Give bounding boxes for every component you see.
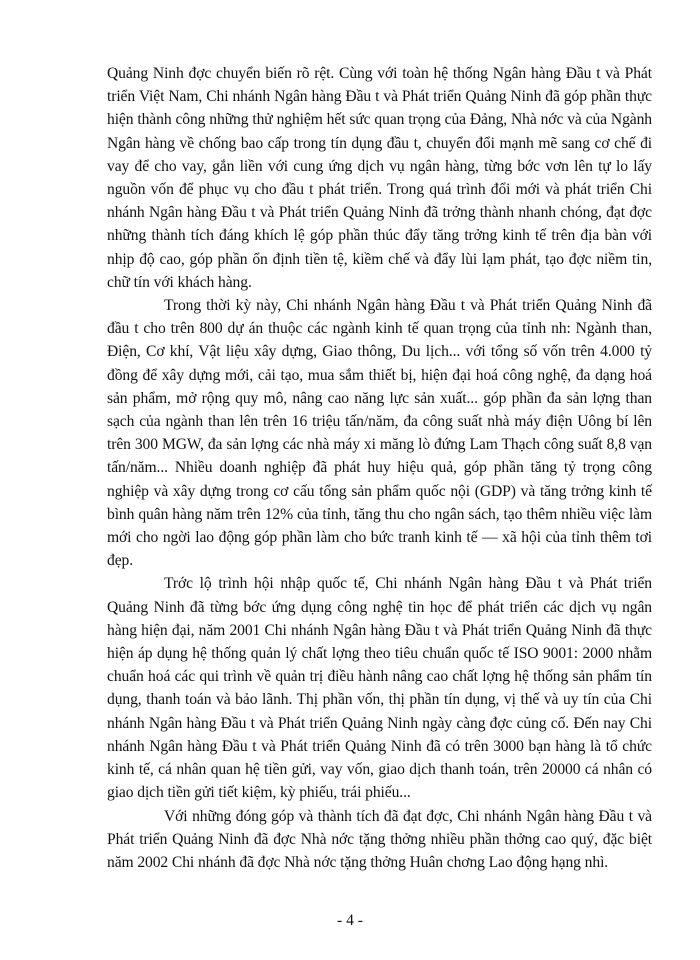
paragraph-4: Với những đóng góp và thành tích đã đạt đợc, Chi nhánh Ngân hàng Đầu t và Phát triển Quảng Ninh đã đợc Nhà nớc tặng thởng nhiều phần thởng cao quý, đặc biệt năm 2002 Chi nhánh đã đợc Nhà nớc tặng thởng Huân chơng Lao động hạng nhì. (107, 807, 652, 871)
document-page (107, 62, 652, 874)
paragraph-2: Trong thời kỳ này, Chi nhánh Ngân hàng Đầu t và Phát triển Quảng Ninh đã đầu t cho trên 800 dự án thuộc các ngành kinh tế quan trọng của tỉnh nh: Ngành than, Điện, Cơ khí, Vật liệu xây dựng, Giao thông, Du lịch... với tổng số vốn trên 4.000 tỷ đồng để xây dựng mới, cải tạo, mua sắm thiết bị, hiện đại hoá công nghệ, đa dạng hoá sản phẩm, mở rộng quy mô, nâng cao năng lực sản xuất... góp phần đa sản lợng than sạch của ngành than lên trên 16 triệu tấn/năm, đa công suất nhà máy điện Uông bí lên trên 300 MGW, đa sản lợng các nhà máy xi măng lò đứng Lam Thạch công suất 8,8 vạn tấn/năm... Nhiều doanh nghiệp đã phát huy hiệu quả, góp phần tăng tỷ trọng công nghiệp và xây dựng trong cơ cấu tổng sản phẩm quốc nội (GDP) và tăng trởng kinh tế bình quân hàng năm trên 12% của tỉnh, tăng thu cho ngân sách, tạo thêm nhiều việc làm mới cho ngời lao động góp phần làm cho bức tranh kinh tế — xã hội của tỉnh thêm tơi đẹp. (107, 297, 652, 570)
paragraph-1: Quảng Ninh đợc chuyển biến rõ rệt. Cùng với toàn hệ thống Ngân hàng Đầu t và Phát triển Việt Nam, Chi nhánh Ngân hàng Đầu t và Phát triển Quảng Ninh đã góp phần thực hiện thành công những thử nghiệm hết sức quan trọng của Đảng, Nhà nớc và của Ngành Ngân hàng về chống bao cấp trong tín dụng đầu t, chuyển đổi mạnh mẽ sang cơ chế đi vay để cho vay, gắn liền với cung ứng dịch vụ ngân hàng, từng bớc vơn lên tự lo lấy nguồn vốn để phục vụ cho đầu t phát triển. Trong quá trình đổi mới và phát triển Chi nhánh Ngân hàng Đầu t và Phát triển Quảng Ninh đã trởng thành nhanh chóng, đạt đợc những thành tích đáng khích lệ góp phần thúc đẩy tăng trởng kinh tế trên địa bàn với nhịp độ cao, góp phần ổn định tiền tệ, kiềm chế và đẩy lùi lạm phát, tạo đợc niềm tin, chữ tín với khách hàng. (107, 65, 652, 291)
page-number: - 4 - (337, 912, 363, 929)
paragraph-3: Trớc lộ trình hội nhập quốc tế, Chi nhánh Ngân hàng Đầu t và Phát triển Quảng Ninh đã từng bớc ứng dụng công nghệ tin học để phát triển các dịch vụ ngân hàng hiện đại, năm 2001 Chi nhánh Ngân hàng Đầu t và Phát triển Quảng Ninh đã thực hiện áp dụng hệ thống quản lý chất lợng theo tiêu chuẩn quốc tế ISO 9001: 2000 nhằm chuẩn hoá các qui trình về quản trị điều hành nâng cao chất lợng hệ thống sản phẩm tín dụng, thanh toán và bảo lãnh. Thị phần vốn, thị phần tín dụng, vị thế và uy tín của Chi nhánh Ngân hàng Đầu t và Phát triển Quảng Ninh ngày càng đợc củng cố. Đến nay Chi nhánh Ngân hàng Đầu t và Phát triển Quảng Ninh đã có trên 3000 bạn hàng là tổ chức kinh tế, cá nhân quan hệ tiền gửi, vay vốn, giao dịch thanh toán, trên 20000 cá nhân có giao dịch tiền gửi tiết kiệm, kỳ phiếu, trái phiếu... (107, 575, 652, 802)
